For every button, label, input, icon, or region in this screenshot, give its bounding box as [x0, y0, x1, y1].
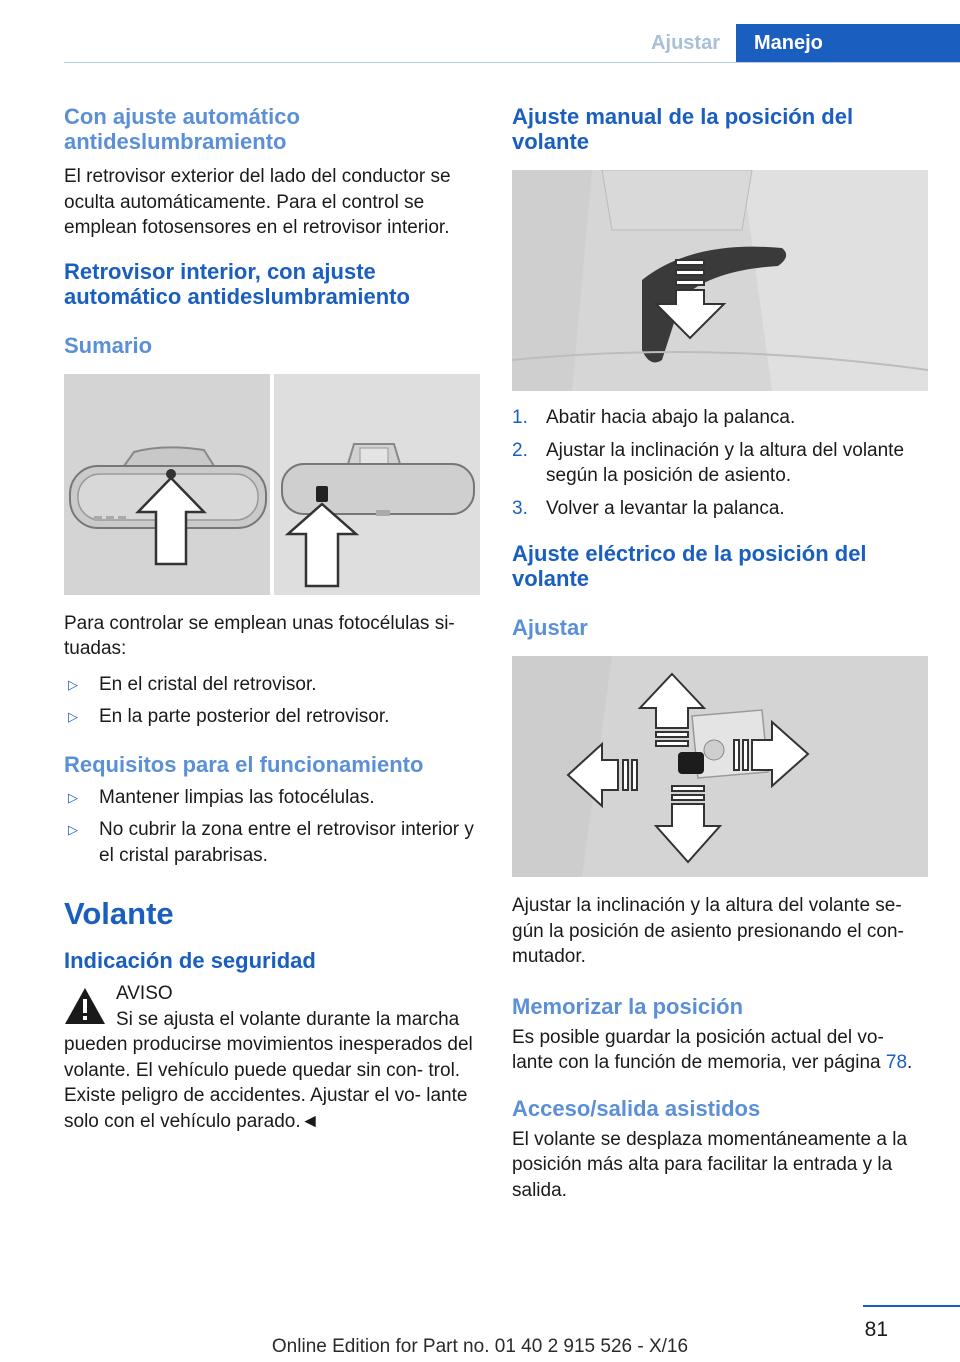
- paragraph-antideslumbramiento: El retrovisor exterior del lado del conductor se oculta automáticamente. Para el control se emplean fotosensores en el retrovisor interior.: [64, 166, 451, 238]
- lever-illustration: [512, 170, 928, 391]
- list-item: ▷ Mantener limpias las fotocélulas.: [64, 785, 480, 811]
- tab-manejo[interactable]: Manejo: [736, 24, 960, 62]
- heading-antideslumbramiento: Con ajuste automático antideslumbramiento: [64, 104, 300, 154]
- list-item: ▷ No cubrir la zona entre el retrovisor interior y el cristal parabrisas.: [68, 819, 474, 866]
- mirror-illustration: [64, 374, 480, 595]
- warning-triangle-icon: [64, 987, 106, 1025]
- footer-divider: [863, 1305, 960, 1307]
- paragraph-fotocelulas: Para controlar se emplean unas fotocélulas si- tuadas:: [64, 612, 455, 659]
- lever-figure: [512, 170, 928, 391]
- list-item: ▷ En la parte posterior del retrovisor.: [64, 704, 480, 730]
- page-link[interactable]: 78: [885, 1052, 908, 1073]
- heading-ajuste-manual: Ajuste manual de la posición del volante: [512, 104, 854, 154]
- heading-memorizar: Memorizar la posición: [512, 993, 744, 1019]
- step-item: 2. Ajustar la inclinación y la altura del volante según la posición de asiento.: [512, 439, 905, 486]
- step-number: 1.: [512, 407, 528, 428]
- heading-acceso: Acceso/salida asistidos: [512, 1095, 761, 1121]
- paragraph-memorizar: Es posible guardar la posición actual del vo- lante con la función de memoria, ver página 78.: [512, 1026, 913, 1073]
- mirror-figure: [64, 374, 480, 595]
- triangle-bullet-icon: ▷: [68, 822, 78, 837]
- step-item: 3. Volver a levantar la palanca.: [512, 496, 928, 522]
- heading-volante: Volante: [64, 896, 174, 931]
- list-requisitos: [64, 785, 480, 869]
- header-tabs: [651, 24, 960, 62]
- warning-title: AVISO: [116, 983, 173, 1004]
- step-number: 2.: [512, 439, 528, 461]
- triangle-bullet-icon: ▷: [68, 789, 78, 805]
- heading-ajustar: Ajustar: [512, 615, 588, 640]
- paragraph-acceso: El volante se desplaza momentáneamente a la posición más alta para facilitar la entrada y la salida.: [512, 1128, 908, 1201]
- heading-seguridad: Indicación de seguridad: [64, 948, 316, 973]
- switch-illustration: [512, 656, 928, 877]
- step-number: 3.: [512, 497, 528, 519]
- list-item: ▷ En el cristal del retrovisor.: [64, 672, 480, 698]
- heading-ajuste-electrico: Ajuste eléctrico de la posición del volante: [512, 541, 867, 591]
- warning-block: [64, 981, 480, 1134]
- heading-requisitos: Requisitos para el funcionamiento: [64, 751, 424, 777]
- heading-sumario: Sumario: [64, 332, 153, 358]
- steps-list: [512, 405, 928, 521]
- switch-figure: [512, 656, 928, 877]
- right-column: [512, 104, 928, 1203]
- step-item: 1. Abatir hacia abajo la palanca.: [512, 405, 928, 431]
- tab-ajustar[interactable]: Ajustar: [651, 31, 720, 54]
- footer-edition: Online Edition for Part no. 01 40 2 915 526 - X/16: [271, 1336, 689, 1357]
- triangle-bullet-icon: ▷: [68, 709, 78, 724]
- paragraph-ajustar: Ajustar la inclinación y la altura del volante se- gún la posición de asiento presionando el con- mutador.: [512, 895, 904, 967]
- triangle-bullet-icon: ▷: [68, 676, 78, 692]
- left-column: [64, 104, 480, 1134]
- page-number: 81: [864, 1318, 888, 1341]
- header-divider: [64, 62, 960, 63]
- heading-retrovisor-interior: Retrovisor interior, con ajuste automático antideslumbramiento: [64, 258, 410, 309]
- warning-text: Si se ajusta el volante durante la marcha pueden producirse movimientos inesperados del volante. El vehículo puede quedar sin con- trol. Existe peligro de accidentes. Ajustar el vo- lante solo con el vehículo parado.◄: [64, 1008, 473, 1132]
- list-fotocelulas: [64, 672, 480, 730]
